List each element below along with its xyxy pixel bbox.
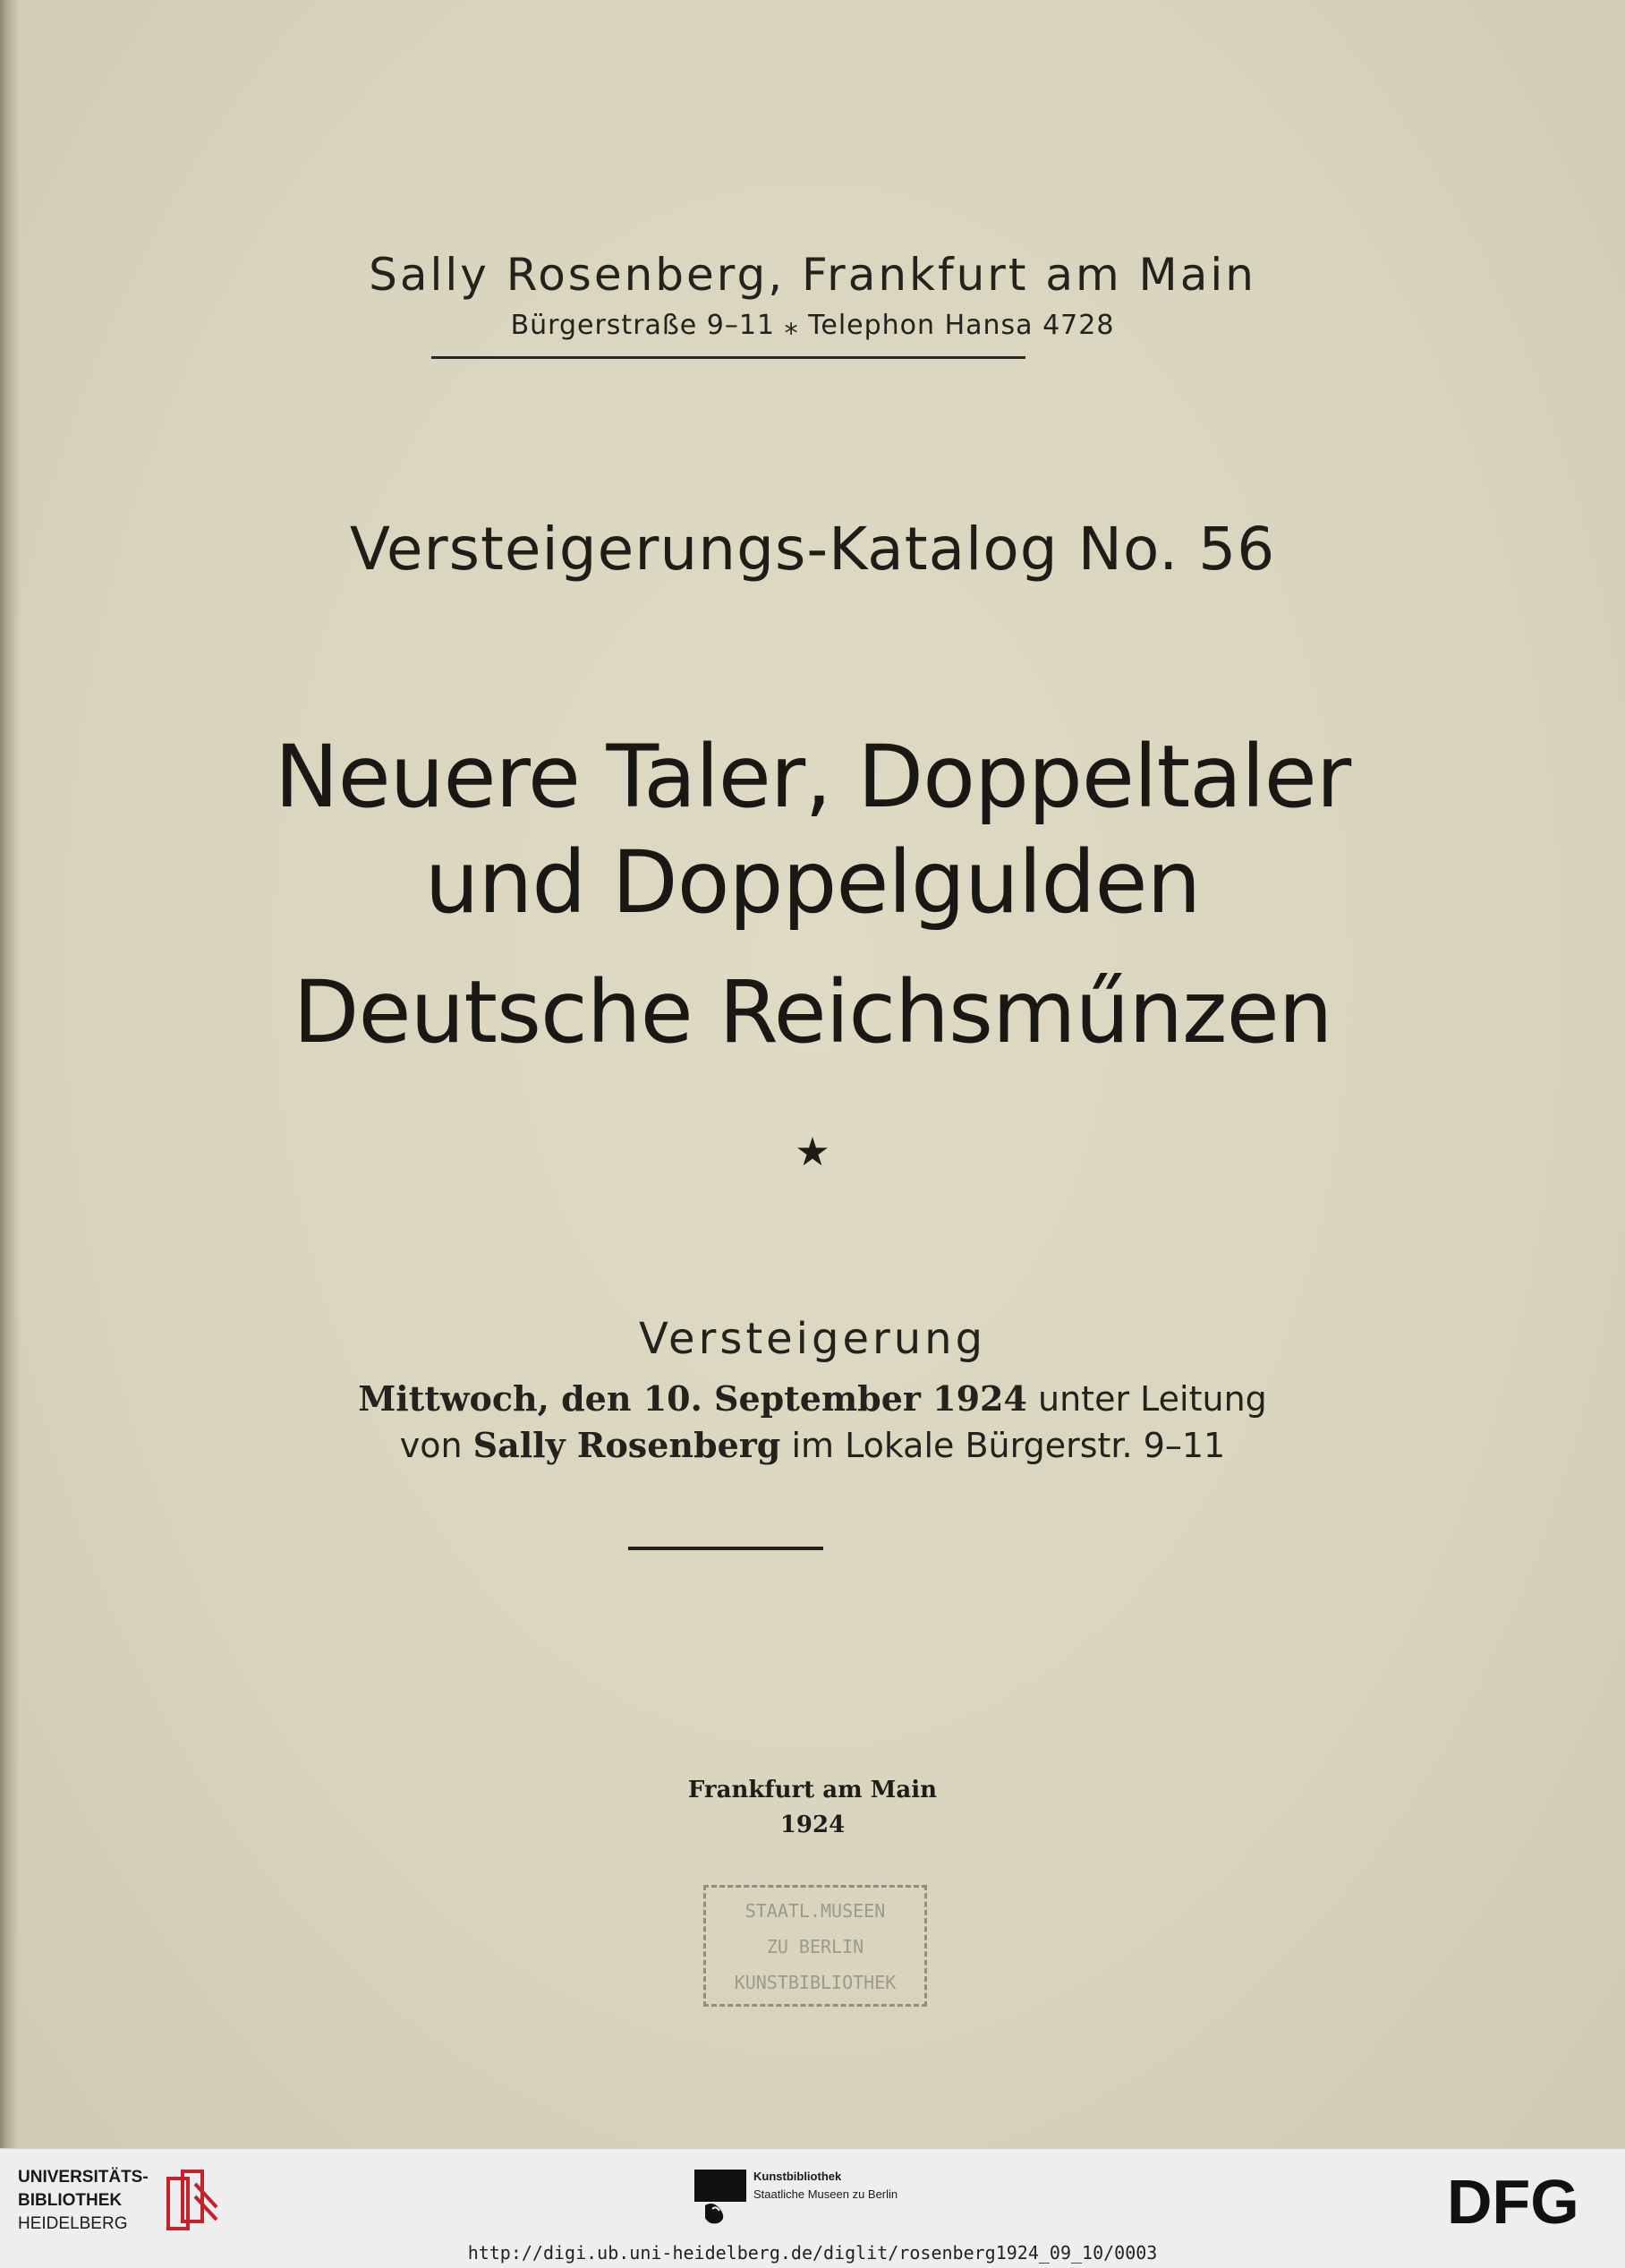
auction-date: Mittwoch, den 10. September 1924 (358, 1378, 1027, 1419)
permalink-url[interactable]: http://digi.ub.uni-heidelberg.de/diglit/rosenberg1924_09_10/0003 (467, 2242, 1158, 2264)
catalog-number: Versteigerungs-Katalog No. 56 (349, 515, 1276, 584)
kb-line-1: Kunstbibliothek (753, 2170, 842, 2183)
auctioneer-name: Sally Rosenberg (472, 1425, 781, 1465)
stamp-line-2: ZU BERLIN (766, 1936, 864, 1957)
ub-line-1: UNIVERSITÄTS- (18, 2168, 149, 2187)
auction-location-line (0, 1425, 1625, 1465)
stamp-line-1: STAATL.MUSEEN (744, 1900, 886, 1922)
title-line-1: Neuere Taler, Doppeltaler (274, 727, 1351, 827)
auction-heading: Versteigerung (638, 1314, 987, 1364)
title-line-2: und Doppelgulden (424, 832, 1201, 933)
library-stamp (703, 1885, 927, 2007)
publisher-name: Sally Rosenberg, Frankfurt am Main (369, 249, 1256, 301)
header-rule (431, 356, 1025, 359)
ub-heidelberg-icon (163, 2166, 225, 2232)
divider-rule (628, 1547, 823, 1550)
auction-date-rest: unter Leitung (1026, 1379, 1267, 1419)
imprint-place: Frankfurt am Main (687, 1777, 938, 1803)
publisher-address: Bürgerstraße 9–11 ⁎ Telephon Hansa 4728 (510, 310, 1115, 341)
auction-location-prefix: von (399, 1426, 473, 1465)
stamp-line-3: KUNSTBIBLIOTHEK (734, 1972, 897, 1993)
dfg-logo[interactable] (1447, 2171, 1606, 2229)
dfg-logo-text: DFG (1447, 2171, 1579, 2229)
title-line-3: Deutsche Reichsműnzen (293, 962, 1332, 1062)
auction-date-line (0, 1378, 1625, 1419)
kb-line-2: Staatliche Museen zu Berlin (753, 2187, 898, 2201)
ub-line-2: BIBLIOTHEK (18, 2191, 123, 2210)
kunstbibliothek-logo[interactable] (753, 2168, 898, 2204)
star-ornament-icon: ★ (795, 1130, 830, 1174)
ub-line-3: HEIDELBERG (18, 2214, 128, 2233)
auction-location: im Lokale Bürgerstr. 9–11 (780, 1426, 1226, 1465)
imprint-year: 1924 (779, 1812, 846, 1838)
kunstbibliothek-icon (694, 2170, 746, 2225)
